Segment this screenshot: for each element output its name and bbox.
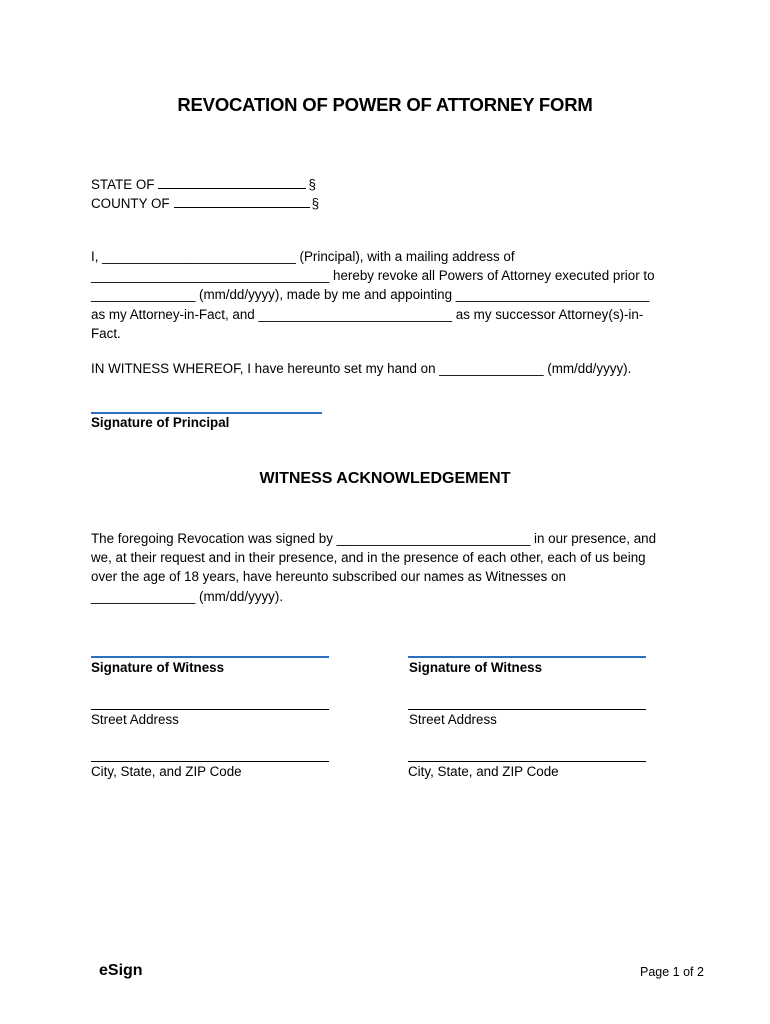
state-label: STATE OF: [91, 177, 155, 192]
witness-right-signature-label: Signature of Witness: [409, 660, 543, 675]
witness-left-city-label: City, State, and ZIP Code: [91, 764, 242, 779]
state-row: [91, 175, 316, 194]
witness-line: The foregoing Revocation was signed by __________________________ in our presence, and: [91, 531, 657, 546]
witness-whereof-line: IN WITNESS WHEREOF, I have hereunto set my hand on ______________ (mm/dd/yyyy).: [91, 361, 632, 376]
witness-heading: WITNESS ACKNOWLEDGEMENT: [259, 470, 511, 487]
witness-line: we, at their request and in their presence, and in the presence of each other, each of us being: [91, 550, 646, 566]
principal-line: Fact.: [91, 325, 121, 341]
witness-line: ______________ (mm/dd/yyyy).: [91, 588, 284, 604]
principal-line: ________________________________ hereby revoke all Powers of Attorney executed prior to: [91, 268, 655, 284]
witness-left-street-label: Street Address: [91, 712, 179, 727]
principal-paragraph: [91, 247, 691, 343]
witness-right-street-label: Street Address: [409, 712, 497, 727]
county-row: [91, 194, 319, 213]
witness-right-street-line[interactable]: [408, 709, 646, 710]
witness-paragraph: [91, 529, 691, 606]
witness-line: over the age of 18 years, have hereunto subscribed our names as Witnesses on: [91, 569, 566, 585]
witness-right-city-line[interactable]: [408, 761, 646, 762]
esign-logo: eSign: [99, 962, 143, 979]
principal-line: as my Attorney-in-Fact, and __________________________ as my successor Attorney(s)-in-: [91, 306, 644, 322]
witness-left-street-line[interactable]: [91, 709, 329, 710]
principal-signature-label: Signature of Principal: [91, 415, 230, 430]
state-section-symbol: §: [308, 177, 316, 192]
document-title: REVOCATION OF POWER OF ATTORNEY FORM: [177, 94, 593, 115]
witness-left-signature-label: Signature of Witness: [91, 660, 225, 675]
witness-right-signature-line[interactable]: [408, 656, 646, 658]
state-blank[interactable]: [158, 175, 306, 189]
witness-left-signature-line[interactable]: [91, 656, 329, 658]
county-blank[interactable]: [174, 194, 310, 208]
county-label: COUNTY OF: [91, 196, 170, 211]
witness-left-city-line[interactable]: [91, 761, 329, 762]
witness-right-city-label: City, State, and ZIP Code: [408, 764, 559, 779]
county-section-symbol: §: [311, 196, 320, 211]
principal-line: ______________ (mm/dd/yyyy), made by me and appointing __________________________: [91, 287, 650, 303]
page-indicator: Page 1 of 2: [640, 965, 704, 979]
principal-signature-line[interactable]: [91, 412, 322, 414]
principal-line: I, __________________________ (Principal), with a mailing address of: [91, 249, 515, 264]
